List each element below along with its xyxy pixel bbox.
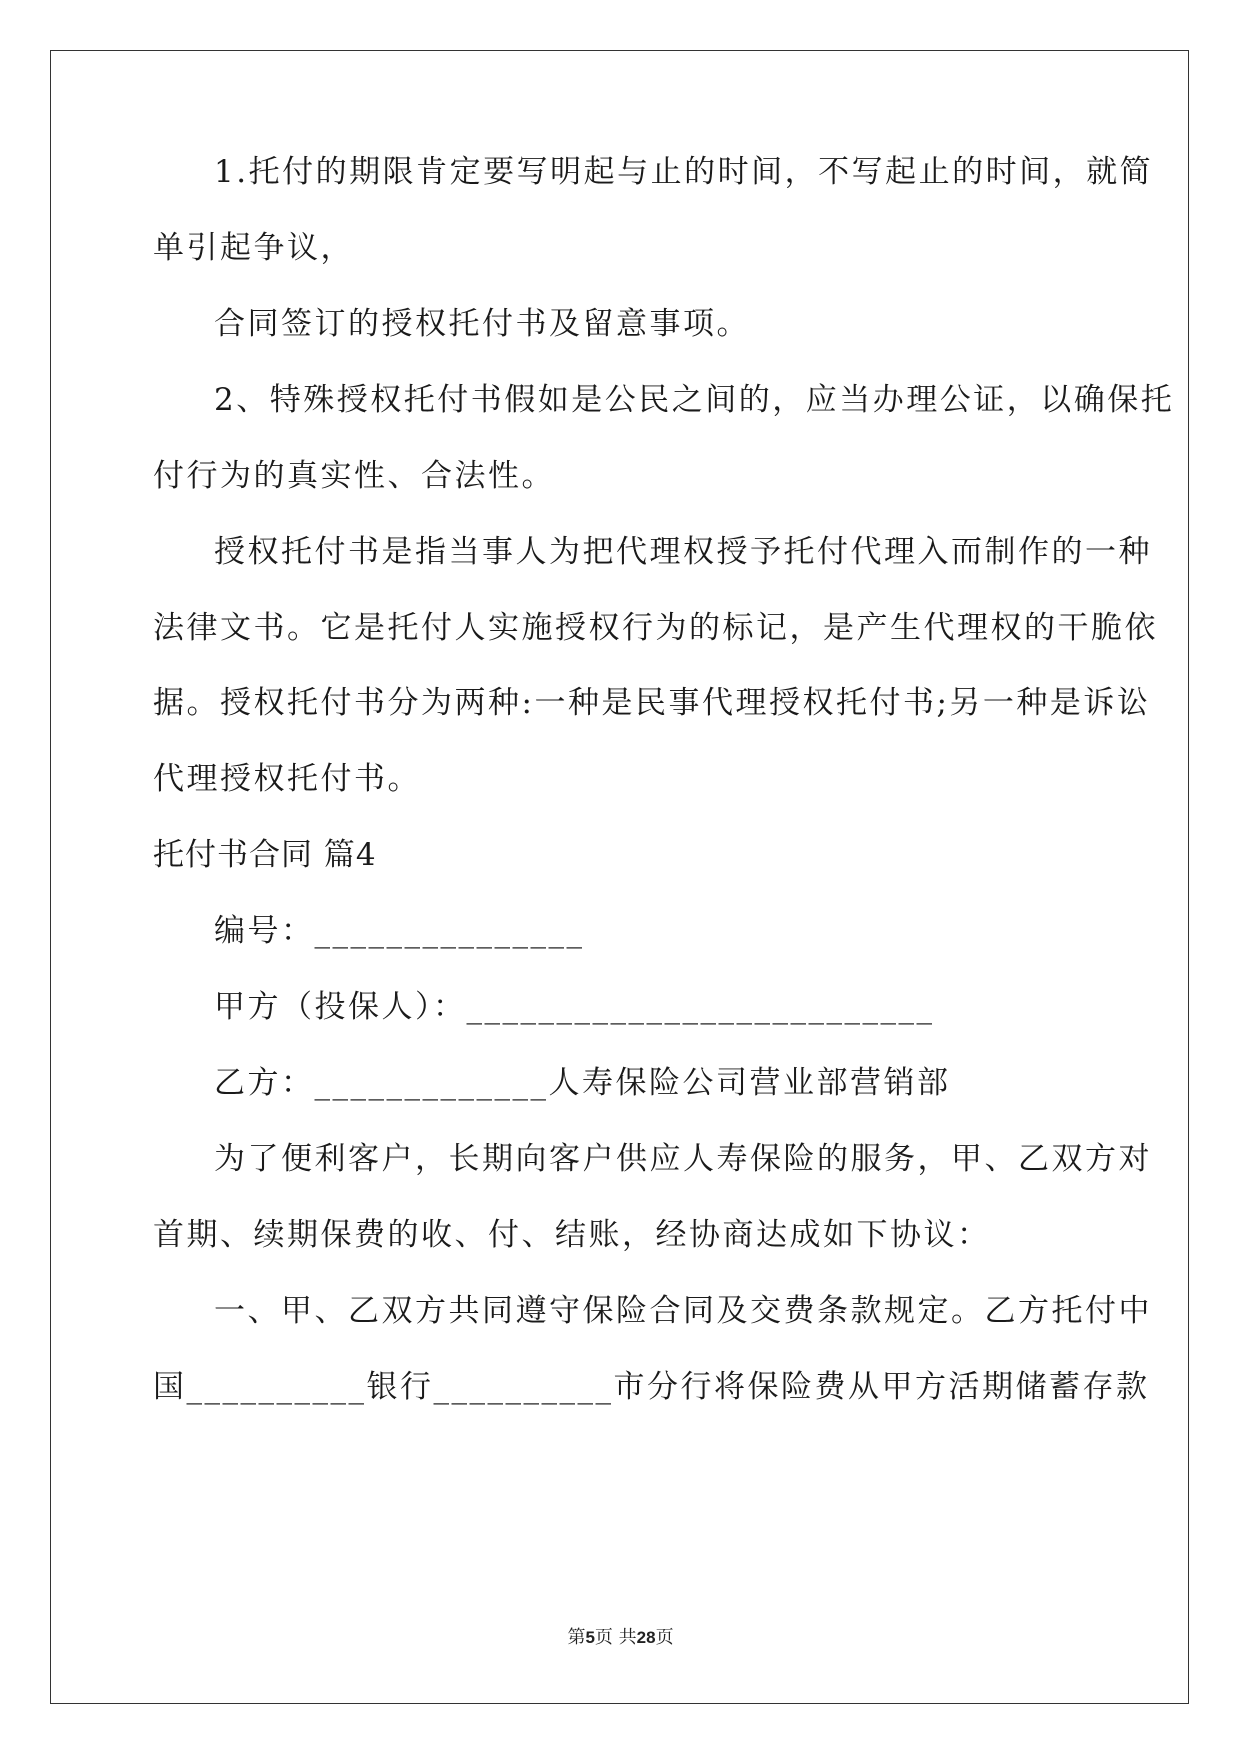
paragraph-3-line-1: 2、特殊授权托付书假如是公民之间的，应当办理公证，以确保托 bbox=[214, 382, 1175, 418]
form-field-party-a: 甲方（投保人）：__________________________ bbox=[214, 989, 935, 1025]
page-border bbox=[50, 50, 1189, 1704]
paragraph-2-line-1: 合同签订的授权托付书及留意事项。 bbox=[214, 306, 750, 342]
paragraph-6-line-2: 国__________银行__________市分行将保险费从甲方活期储蓄存款 bbox=[153, 1369, 1150, 1405]
footer-mid: 页 共 bbox=[594, 1627, 637, 1648]
paragraph-1-line-2: 单引起争议， bbox=[153, 230, 354, 266]
section-heading: 托付书合同 篇4 bbox=[153, 837, 377, 873]
footer-suffix: 页 bbox=[655, 1627, 674, 1648]
form-field-party-b: 乙方：_____________人寿保险公司营业部营销部 bbox=[214, 1065, 951, 1101]
paragraph-4-line-2: 法律文书。它是托付人实施授权行为的标记，是产生代理权的干脆依 bbox=[153, 610, 1158, 646]
footer-total-pages: 28 bbox=[636, 1628, 656, 1647]
paragraph-5-line-2: 首期、续期保费的收、付、结账，经协商达成如下协议： bbox=[153, 1217, 991, 1253]
paragraph-6-line-1: 一、甲、乙双方共同遵守保险合同及交费条款规定。乙方托付中 bbox=[214, 1293, 1152, 1329]
paragraph-4-line-3: 据。授权托付书分为两种:一种是民事代理授权托付书;另一种是诉讼 bbox=[153, 685, 1151, 721]
paragraph-3-line-2: 付行为的真实性、合法性。 bbox=[153, 458, 555, 494]
paragraph-4-line-1: 授权托付书是指当事人为把代理权授予托付代理入而制作的一种 bbox=[214, 534, 1152, 570]
paragraph-5-line-1: 为了便利客户，长期向客户供应人寿保险的服务，甲、乙双方对 bbox=[214, 1141, 1152, 1177]
footer-prefix: 第 bbox=[567, 1627, 586, 1648]
form-field-number: 编号：_______________ bbox=[214, 913, 585, 949]
paragraph-1-line-1: 1.托付的期限肯定要写明起与止的时间，不写起止的时间，就简 bbox=[214, 154, 1154, 190]
footer-page-number: 5 bbox=[585, 1628, 595, 1647]
page-footer bbox=[0, 1623, 1241, 1649]
paragraph-4-line-4: 代理授权托付书。 bbox=[153, 761, 421, 797]
